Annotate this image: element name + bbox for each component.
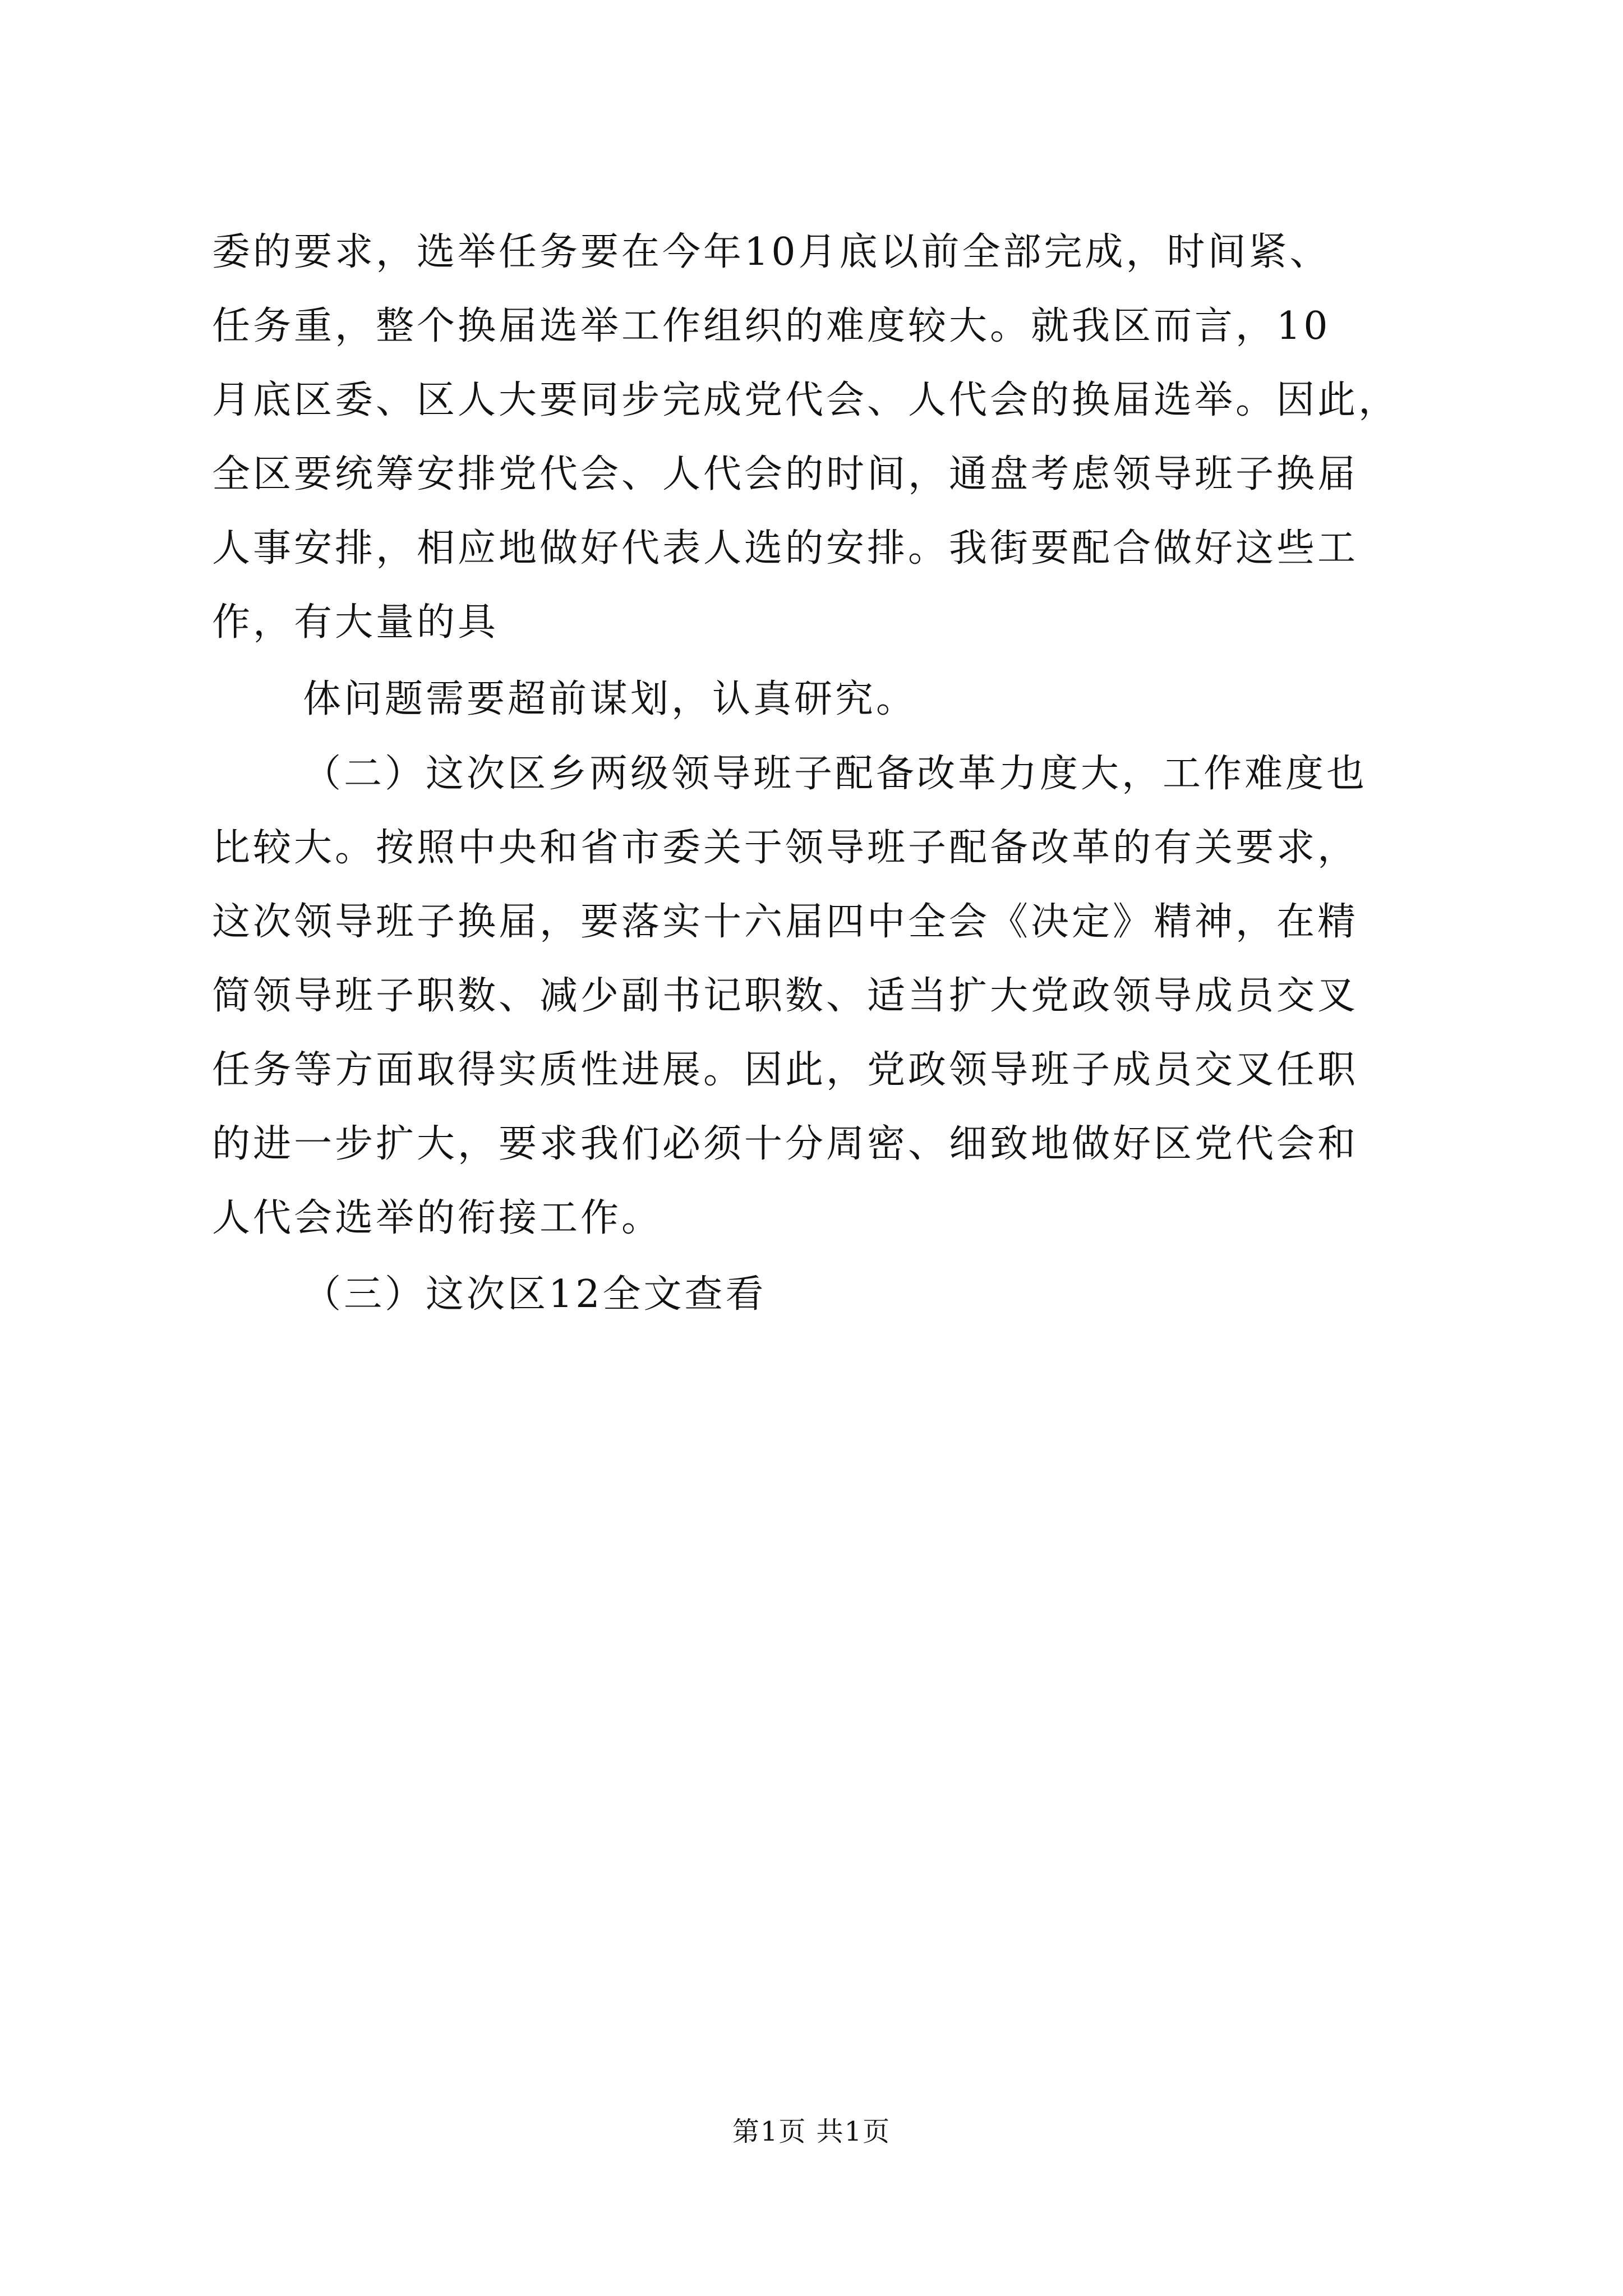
paragraph-2-line-1: （二）这次区乡两级领导班子配备改革力度大，工作难度也: [303, 752, 1368, 796]
body-line-2: 任务重，整个换届选举工作组织的难度较大。就我区而言，10: [212, 304, 1331, 348]
paragraph-2-line-6: 的进一步扩大，要求我们必须十分周密、细致地做好区党代会和: [212, 1122, 1359, 1166]
paragraph-2-line-4: 简领导班子职数、减少副书记职数、适当扩大党政领导成员交叉: [212, 974, 1359, 1018]
body-line-6: 作，有大量的具: [212, 600, 499, 645]
body-line-1: 委的要求，选举任务要在今年10月底以前全部完成，时间紧、: [212, 230, 1331, 274]
paragraph-2-line-7: 人代会选举的衔接工作。: [212, 1196, 663, 1240]
body-line-5: 人事安排，相应地做好代表人选的安排。我街要配合做好这些工: [212, 526, 1359, 570]
paragraph-2-line-3: 这次领导班子换届，要落实十六届四中全会《决定》精神，在精: [212, 900, 1359, 944]
body-line-4: 全区要统筹安排党代会、人代会的时间，通盘考虑领导班子换届: [212, 452, 1359, 496]
body-line-7: 体问题需要超前谋划，认真研究。: [303, 677, 917, 721]
page-number-footer: 第1页 共1页: [732, 2116, 891, 2147]
body-line-3: 月底区委、区人大要同步完成党代会、人代会的换届选举。因此，: [212, 378, 1400, 422]
paragraph-2-line-2: 比较大。按照中央和省市委关于领导班子配备改革的有关要求，: [212, 826, 1359, 870]
paragraph-2-line-5: 任务等方面取得实质性进展。因此，党政领导班子成员交叉任职: [212, 1048, 1359, 1092]
paragraph-3-line-1: （三）这次区12全文查看: [303, 1272, 767, 1317]
